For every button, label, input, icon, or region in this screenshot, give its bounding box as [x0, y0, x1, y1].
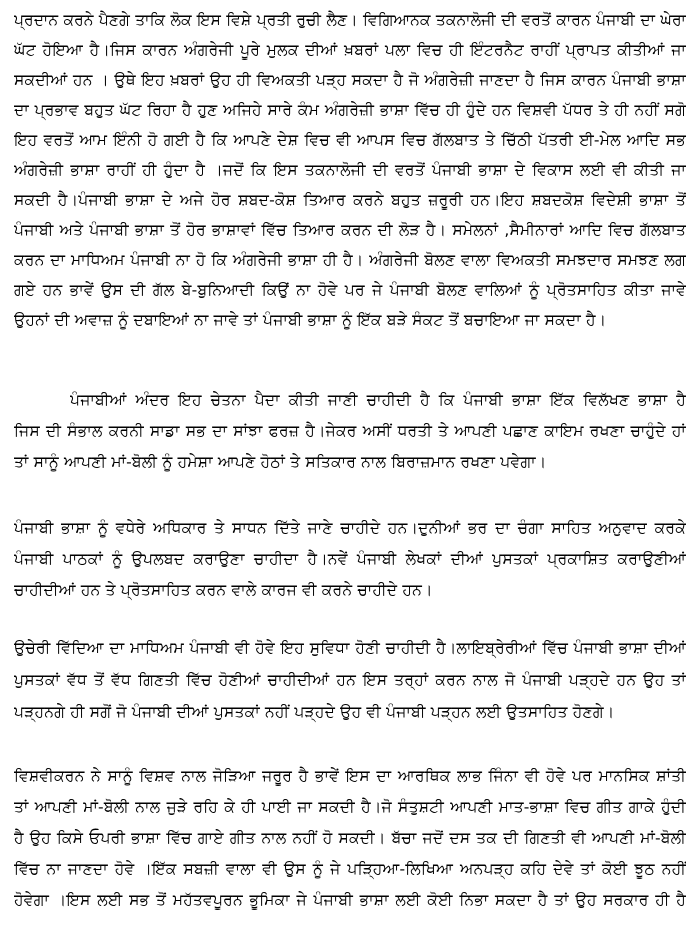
paragraph-3-line-3: ਚਾਹੀਦੀਆਂ ਹਨ ਤੇ ਪ੍ਰੋਤਸਾਹਿਤ ਕਰਨ ਵਾਲੇ ਕਾਰਜ ਵੀ ਕਰਨੇ ਚਾਹੀਦੇ ਹਨ।: [14, 581, 433, 599]
paragraph-5-line-1: ਵਿਸ਼ਵੀਕਰਨ ਨੇ ਸਾਨੂੰ ਵਿਸ਼ਵ ਨਾਲ ਜੋੜਿਆ ਜਰੂਰ ਹੈ ਭਾਵੇਂ ਇਸ ਦਾ ਆਰਥਿਕ ਲਾਭ ਜਿੰਨਾ ਵੀ ਹੋਵੇ ਪਰ ਮਾਨਸਿਕ ਸ਼ਾਂਤੀ: [14, 767, 686, 785]
paragraph-1-line-6: ਅੰਗਰੇਜ਼ੀ ਭਾਸ਼ਾ ਰਾਹੀਂ ਹੀ ਹੁੰਦਾ ਹੈ ।ਜਦੋਂ ਕਿ ਇਸ ਤਕਨਾਲੋਜੀ ਦੀ ਵਰਤੋਂ ਪੰਜਾਬੀ ਭਾਸ਼ਾ ਦੇ ਵਿਕਾਸ ਲਈ ਵੀ ਕੀਤੀ ਜਾ: [14, 161, 686, 179]
paragraph-5-line-5: ਹੋਵੇਗਾ ।ਇਸ ਲਈ ਸਭ ਤੋਂ ਮਹੱਤਵਪੂਰਨ ਭੂਮਿਕਾ ਜੇ ਪੰਜਾਬੀ ਭਾਸ਼ਾ ਲਈ ਕੋਈ ਨਿਭਾ ਸਕਦਾ ਹੈ ਤਾਂ ਉਹ ਸਰਕਾਰ ਹੀ ਹੈ: [14, 891, 686, 909]
paragraph-5-line-3: ਹੈ ਉਹ ਕਿਸੇ ਓਪਰੀ ਭਾਸ਼ਾ ਵਿੱਚ ਗਾਏ ਗੀਤ ਨਾਲ ਨਹੀਂ ਹੋ ਸਕਦੀ। ਬੱਚਾ ਜਦੋਂ ਦਸ ਤਕ ਦੀ ਗਿਣਤੀ ਵੀ ਆਪਣੀ ਮਾਂ-ਬੋਲੀ: [14, 829, 686, 847]
paragraph-1-line-10: ਗਏ ਹਨ ਭਾਵੇਂ ਉਸ ਦੀ ਗੱਲ ਬੇ-ਬੁਨਿਆਦੀ ਕਿਉਂ ਨਾ ਹੋਵੇ ਪਰ ਜੇ ਪੰਜਾਬੀ ਬੋਲਣ ਵਾਲਿਆਂ ਨੂੰ ਪ੍ਰੋਤਸਾਹਿਤ ਕੀਤਾ ਜਾਵੇ: [14, 281, 686, 299]
paragraph-4-line-2: ਪੁਸਤਕਾਂ ਵੱਧ ਤੋਂ ਵੱਧ ਗਿਣਤੀ ਵਿੱਚ ਹੋਣੀਆਂ ਚਾਹੀਦੀਆਂ ਹਨ ਇਸ ਤਰ੍ਹਾਂ ਕਰਨ ਨਾਲ ਜੋ ਪੰਜਾਬੀ ਪੜ੍ਹਦੇ ਹਨ ਉਹ ਤਾਂ: [14, 671, 686, 689]
paragraph-1-line-8: ਪੰਜਾਬੀ ਅਤੇ ਪੰਜਾਬੀ ਭਾਸ਼ਾ ਤੋਂ ਹੋਰ ਭਾਸ਼ਾਵਾਂ ਵਿੱਚ ਤਿਆਰ ਕਰਨ ਦੀ ਲੋੜ ਹੈ। ਸਮੇਲਨਾਂ ,ਸੈਮੀਨਾਰਾਂ ਆਦਿ ਵਿਚ ਗੱਲਬਾਤ: [14, 221, 686, 239]
paragraph-1-line-3: ਸਕਦੀਆਂ ਹਨ । ਉਥੇ ਇਹ ਖ਼ਬਰਾਂ ਉਹ ਹੀ ਵਿਅਕਤੀ ਪੜ੍ਹ ਸਕਦਾ ਹੈ ਜੋ ਅੰਗਰੇਜ਼ੀ ਜਾਣਦਾ ਹੈ ਜਿਸ ਕਾਰਨ ਪੰਜਾਬੀ ਭਾਸ਼ਾ: [14, 71, 686, 89]
paragraph-2-line-2: ਜਿਸ ਦੀ ਸੰਭਾਲ ਕਰਨੀ ਸਾਡਾ ਸਭ ਦਾ ਸਾਂਝਾ ਫਰਜ਼ ਹੈ।ਜੇਕਰ ਅਸੀਂ ਧਰਤੀ ਤੇ ਆਪਣੀ ਪਛਾਣ ਕਾਇਮ ਰਖਣਾ ਚਾਹੁੰਦੇ ਹਾਂ: [14, 422, 686, 440]
paragraph-1-line-1: ਪ੍ਰਦਾਨ ਕਰਨੇ ਪੈਣਗੇ ਤਾਕਿ ਲੋਕ ਇਸ ਵਿਸ਼ੇ ਪ੍ਰਤੀ ਰੁਚੀ ਲੈਣ। ਵਿਗਿਆਨਕ ਤਕਨਾਲੋਜੀ ਦੀ ਵਰਤੋਂ ਕਾਰਨ ਪੰਜਾਬੀ ਦਾ ਘੇਰਾ: [14, 11, 686, 29]
paragraph-1-line-4: ਦਾ ਪ੍ਰਭਾਵ ਬਹੁਤ ਘੱਟ ਰਿਹਾ ਹੈ ਹੁਣ ਅਜਿਹੇ ਸਾਰੇ ਕੰਮ ਅੰਗਰੇਜ਼ੀ ਭਾਸ਼ਾ ਵਿੱਚ ਹੀ ਹੁੰਦੇ ਹਨ ਵਿਸ਼ਵੀ ਪੱਧਰ ਤੇ ਹੀ ਨਹੀਂ ਸਗੋ: [14, 101, 686, 119]
paragraph-3-line-1: ਪੰਜਾਬੀ ਭਾਸ਼ਾ ਨੂੰ ਵਧੇਰੇ ਅਧਿਕਾਰ ਤੇ ਸਾਧਨ ਦਿੱਤੇ ਜਾਣੇ ਚਾਹੀਦੇ ਹਨ।ਦੁਨੀਆਂ ਭਰ ਦਾ ਚੰਗਾ ਸਾਹਿਤ ਅਨੁਵਾਦ ਕਰਕੇ: [14, 519, 686, 537]
paragraph-5-line-2: ਤਾਂ ਆਪਣੀ ਮਾਂ-ਬੋਲੀ ਨਾਲ ਜੁੜੇ ਰਹਿ ਕੇ ਹੀ ਪਾਈ ਜਾ ਸਕਦੀ ਹੈ।ਜੋ ਸੰਤੁਸ਼ਟੀ ਆਪਣੀ ਮਾਤ-ਭਾਸ਼ਾ ਵਿਚ ਗੀਤ ਗਾਕੇ ਹੁੰਦੀ: [14, 798, 686, 816]
paragraph-4-line-3: ਪੜ੍ਹਨਗੇ ਹੀ ਸਗੋਂ ਜੋ ਪੰਜਾਬੀ ਦੀਆਂ ਪੁਸਤਕਾਂ ਨਹੀਂ ਪੜ੍ਹਦੇ ਉਹ ਵੀ ਪੰਜਾਬੀ ਪੜ੍ਹਨ ਲਈ ਉਤਸਾਹਿਤ ਹੋਣਗੇ।: [14, 703, 615, 721]
paragraph-1-line-2: ਘੱਟ ਹੋਇਆ ਹੈ।ਜਿਸ ਕਾਰਨ ਅੰਗਰੇਜੀ ਪੂਰੇ ਮੁਲਕ ਦੀਆਂ ਖ਼ਬਰਾਂ ਪਲਾ ਵਿਚ ਹੀ ਇੰਟਰਨੈਟ ਰਾਹੀਂ ਪ੍ਰਾਪਤ ਕੀਤੀਆਂ ਜਾ: [14, 41, 686, 59]
paragraph-2-line-3: ਤਾਂ ਸਾਨੂੰ ਆਪਣੀ ਮਾਂ-ਬੋਲੀ ਨੂੰ ਹਮੇਸ਼ਾ ਆਪਣੇ ਹੋਠਾਂ ਤੇ ਸਤਿਕਾਰ ਨਾਲ ਬਿਰਾਜ਼ਮਾਨ ਰਖਣਾ ਪਵੇਗਾ।: [14, 453, 547, 471]
paragraph-4-line-1: ਉਚੇਰੀ ਵਿੱਦਿਆ ਦਾ ਮਾਧਿਅਮ ਪੰਜਾਬੀ ਵੀ ਹੋਵੇ ਇਹ ਸੁਵਿਧਾ ਹੋਣੀ ਚਾਹੀਦੀ ਹੈ।ਲਾਇਬ੍ਰੇਰੀਆਂ ਵਿੱਚ ਪੰਜਾਬੀ ਭਾਸ਼ਾ ਦੀਆਂ: [14, 639, 686, 657]
paragraph-1-line-5: ਇਹ ਵਰਤੋਂ ਆਮ ਇੰਨੀ ਹੋ ਗਈ ਹੈ ਕਿ ਆਪਣੇ ਦੇਸ਼ ਵਿਚ ਵੀ ਆਪਸ ਵਿਚ ਗੱਲਬਾਤ ਤੇ ਚਿੱਠੀ ਪੱਤਰੀ ਈ-ਮੇਲ ਆਦਿ ਸਭ: [14, 131, 686, 149]
paragraph-5-line-4: ਵਿੱਚ ਨਾ ਜਾਣਦਾ ਹੋਵੇ ।ਇੱਕ ਸਬਜ਼ੀ ਵਾਲਾ ਵੀ ਉਸ ਨੂੰ ਜੇ ਪੜ੍ਹਿਆ-ਲਿਖਿਆ ਅਨਪੜ੍ਹ ਕਹਿ ਦੇਵੇ ਤਾਂ ਕੋਈ ਝੂਠ ਨਹੀਂ: [14, 860, 686, 878]
paragraph-1-line-11: ਉਹਨਾਂ ਦੀ ਅਵਾਜ਼ ਨੂੰ ਦਬਾਇਆਂ ਨਾ ਜਾਵੇ ਤਾਂ ਪੰਜਾਬੀ ਭਾਸ਼ਾ ਨੂੰ ਇੱਕ ਬੜੇ ਸੰਕਟ ਤੋਂ ਬਚਾਇਆ ਜਾ ਸਕਦਾ ਹੈ।: [14, 311, 607, 329]
paragraph-3-line-2: ਪੰਜਾਬੀ ਪਾਠਕਾਂ ਨੂੰ ਉਪਲਬਦ ਕਰਾਉਣਾ ਚਾਹੀਦਾ ਹੈ।ਨਵੇਂ ਪੰਜਾਬੀ ਲੇਖਕਾਂ ਦੀਆਂ ਪੁਸਤਕਾਂ ਪ੍ਰਕਾਸ਼ਿਤ ਕਰਾਉਣੀਆਂ: [14, 550, 686, 568]
paragraph-1-line-7: ਸਕਦੀ ਹੈ।ਪੰਜਾਬੀ ਭਾਸ਼ਾ ਦੇ ਅਜੇ ਹੋਰ ਸ਼ਬਦ-ਕੋਸ਼ ਤਿਆਰ ਕਰਨੇ ਬਹੁਤ ਜ਼ਰੂਰੀ ਹਨ।ਇਹ ਸ਼ਬਦਕੋਸ਼ ਵਿਦੇਸ਼ੀ ਭਾਸ਼ਾ ਤੋਂ: [14, 191, 686, 209]
paragraph-1-line-9: ਕਰਨ ਦਾ ਮਾਧਿਅਮ ਪੰਜਾਬੀ ਨਾ ਹੋ ਕਿ ਅੰਗਰੇਜੀ ਭਾਸ਼ਾ ਹੀ ਹੈ। ਅੰਗਰੇਜੀ ਬੋਲਣ ਵਾਲਾ ਵਿਅਕਤੀ ਸਮਝਦਾਰ ਸਮਝਣ ਲਗ: [14, 251, 686, 269]
paragraph-2-line-1: ਪੰਜਾਬੀਆਂ ਅੰਦਰ ਇਹ ਚੇਤਨਾ ਪੈਦਾ ਕੀਤੀ ਜਾਣੀ ਚਾਹੀਦੀ ਹੈ ਕਿ ਪੰਜਾਬੀ ਭਾਸ਼ਾ ਇੱਕ ਵਿਲੱਖਣ ਭਾਸ਼ਾ ਹੈ: [70, 391, 686, 409]
